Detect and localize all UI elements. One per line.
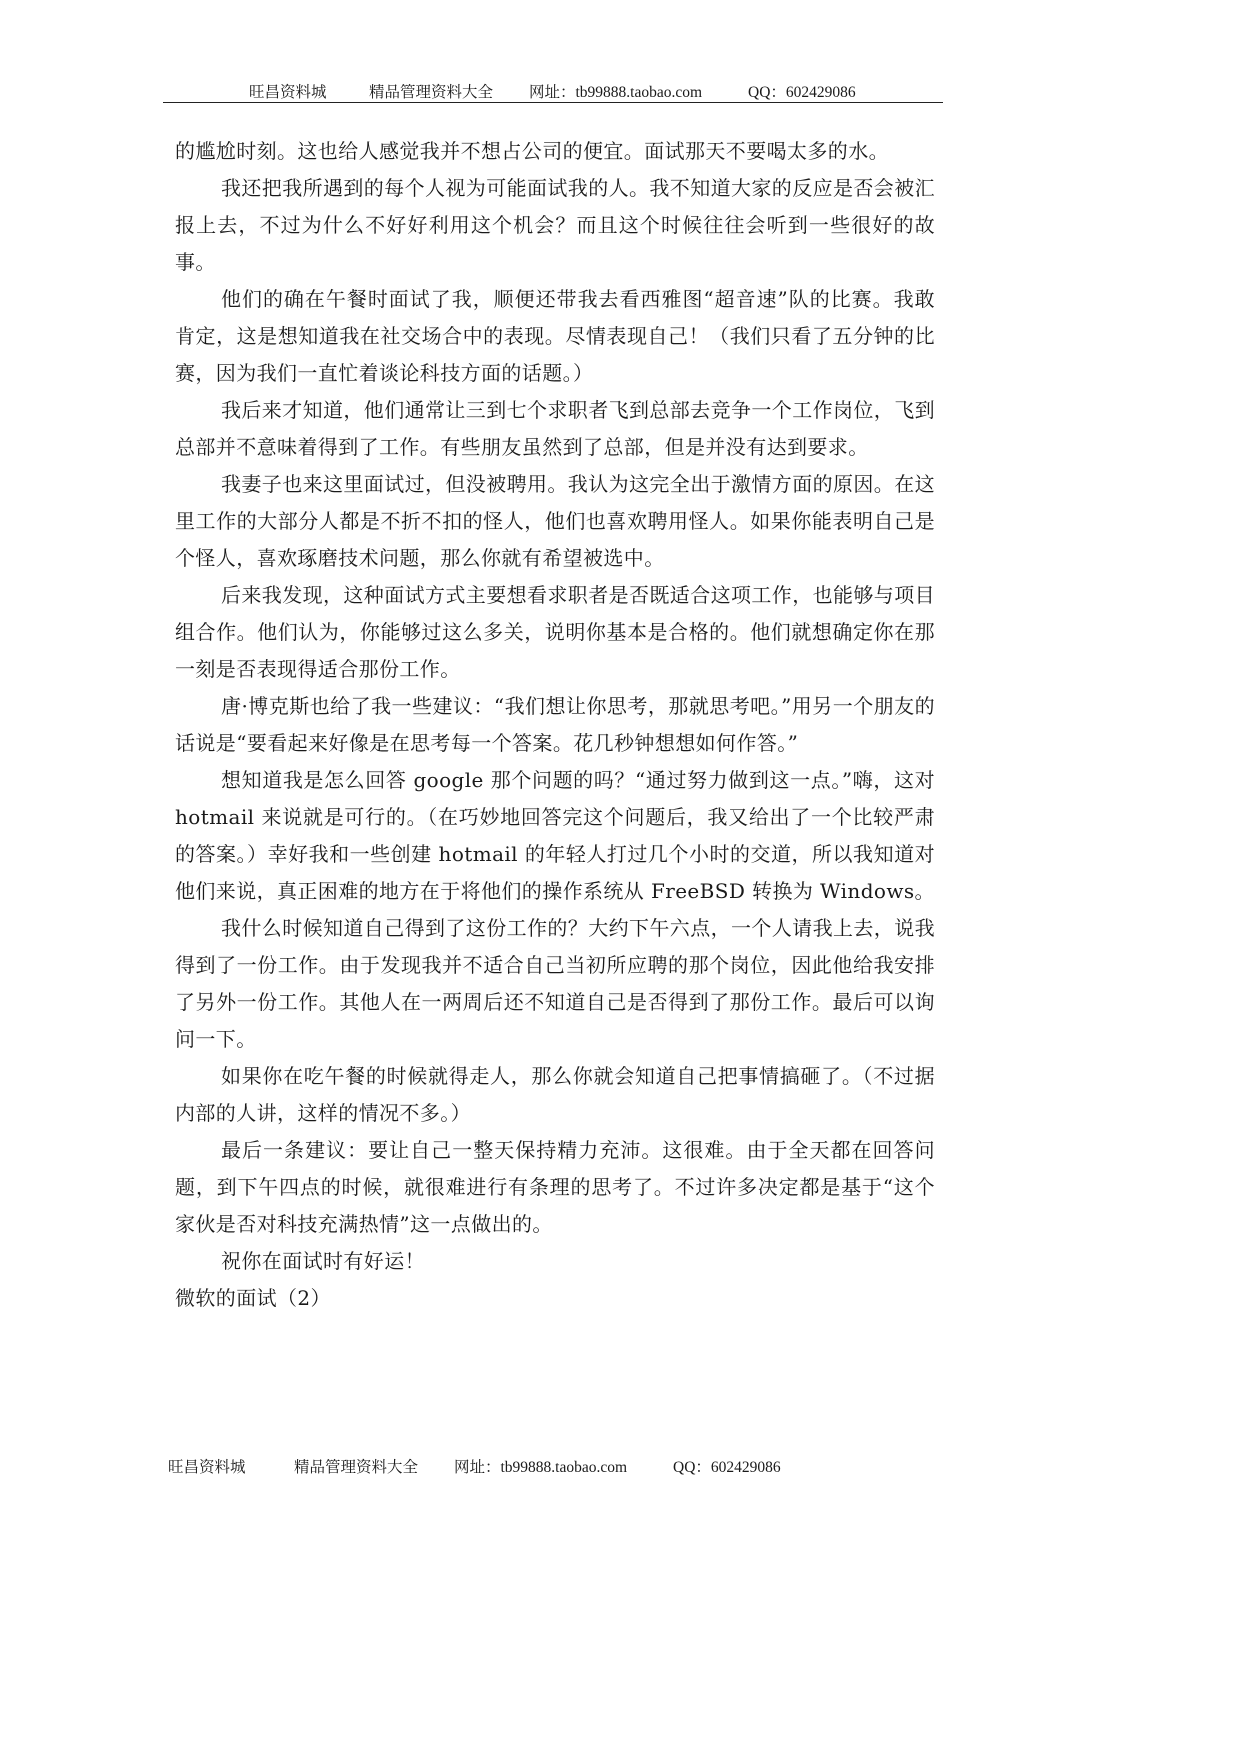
paragraph: 想知道我是怎么回答 google 那个问题的吗？“通过努力做到这一点。”嗨，这对 hotmail 来说就是可行的。（在巧妙地回答完这个问题后，我又给出了一个比较严肃的答案。）幸好我和一些创建 hotmail 的年轻人打过几个小时的交道，所以我知道对他们来说，真正困难的地方在于将他们的操作系统从 FreeBSD 转换为 Windows。	[175, 768, 935, 903]
paragraph: 我妻子也来这里面试过，但没被聘用。我认为这完全出于激情方面的原因。在这里工作的大部分人都是不折不扣的怪人，他们也喜欢聘用怪人。如果你能表明自己是个怪人，喜欢琢磨技术问题，那么你就有希望被选中。	[175, 472, 935, 570]
header-shop-name: 旺昌资料城	[249, 84, 327, 101]
header-website: 网址：tb99888.taobao.com	[529, 84, 703, 101]
paragraph: 最后一条建议：要让自己一整天保持精力充沛。这很难。由于全天都在回答问题，到下午四点的时候，就很难进行有条理的思考了。不过许多决定都是基于“这个家伙是否对科技充满热情”这一点做出的。	[175, 1138, 935, 1236]
paragraph: 我还把我所遇到的每个人视为可能面试我的人。我不知道大家的反应是否会被汇报上去，不过为什么不好好利用这个机会？而且这个时候往往会听到一些很好的故事。	[175, 176, 935, 274]
header-collection: 精品管理资料大全	[369, 84, 494, 101]
paragraph: 唐·博克斯也给了我一些建议：“我们想让你思考，那就思考吧。”用另一个朋友的话说是“要看起来好像是在思考每一个答案。花几秒钟想想如何作答。”	[175, 694, 935, 755]
footer-shop-name: 旺昌资料城	[168, 1459, 246, 1476]
header-qq: QQ：602429086	[748, 84, 856, 101]
footer-website: 网址：tb99888.taobao.com	[454, 1459, 628, 1476]
footer-collection: 精品管理资料大全	[294, 1459, 419, 1476]
paragraph: 我什么时候知道自己得到了这份工作的？大约下午六点，一个人请我上去，说我得到了一份工作。由于发现我并不适合自己当初所应聘的那个岗位，因此他给我安排了另外一份工作。其他人在一两周后还不知道自己是否得到了那份工作。最后可以询问一下。	[175, 916, 935, 1051]
paragraph: 我后来才知道，他们通常让三到七个求职者飞到总部去竞争一个工作岗位，飞到总部并不意味着得到了工作。有些朋友虽然到了总部，但是并没有达到要求。	[175, 398, 935, 459]
paragraph: 如果你在吃午餐的时候就得走人，那么你就会知道自己把事情搞砸了。（不过据内部的人讲，这样的情况不多。）	[175, 1064, 935, 1125]
document-body	[175, 133, 935, 1317]
footer-qq: QQ：602429086	[673, 1459, 781, 1476]
header-divider	[163, 102, 943, 103]
paragraph: 后来我发现，这种面试方式主要想看求职者是否既适合这项工作，也能够与项目组合作。他们认为，你能够过这么多关，说明你基本是合格的。他们就想确定你在那一刻是否表现得适合那份工作。	[175, 583, 935, 681]
section-heading: 微软的面试（2）	[175, 1286, 331, 1310]
paragraph: 他们的确在午餐时面试了我，顺便还带我去看西雅图“超音速”队的比赛。我敢肯定，这是想知道我在社交场合中的表现。尽情表现自己！（我们只看了五分钟的比赛，因为我们一直忙着谈论科技方面的话题。）	[175, 287, 935, 385]
paragraph: 祝你在面试时有好运！	[221, 1249, 425, 1273]
paragraph: 的尴尬时刻。这也给人感觉我并不想占公司的便宜。面试那天不要喝太多的水。	[175, 139, 889, 163]
